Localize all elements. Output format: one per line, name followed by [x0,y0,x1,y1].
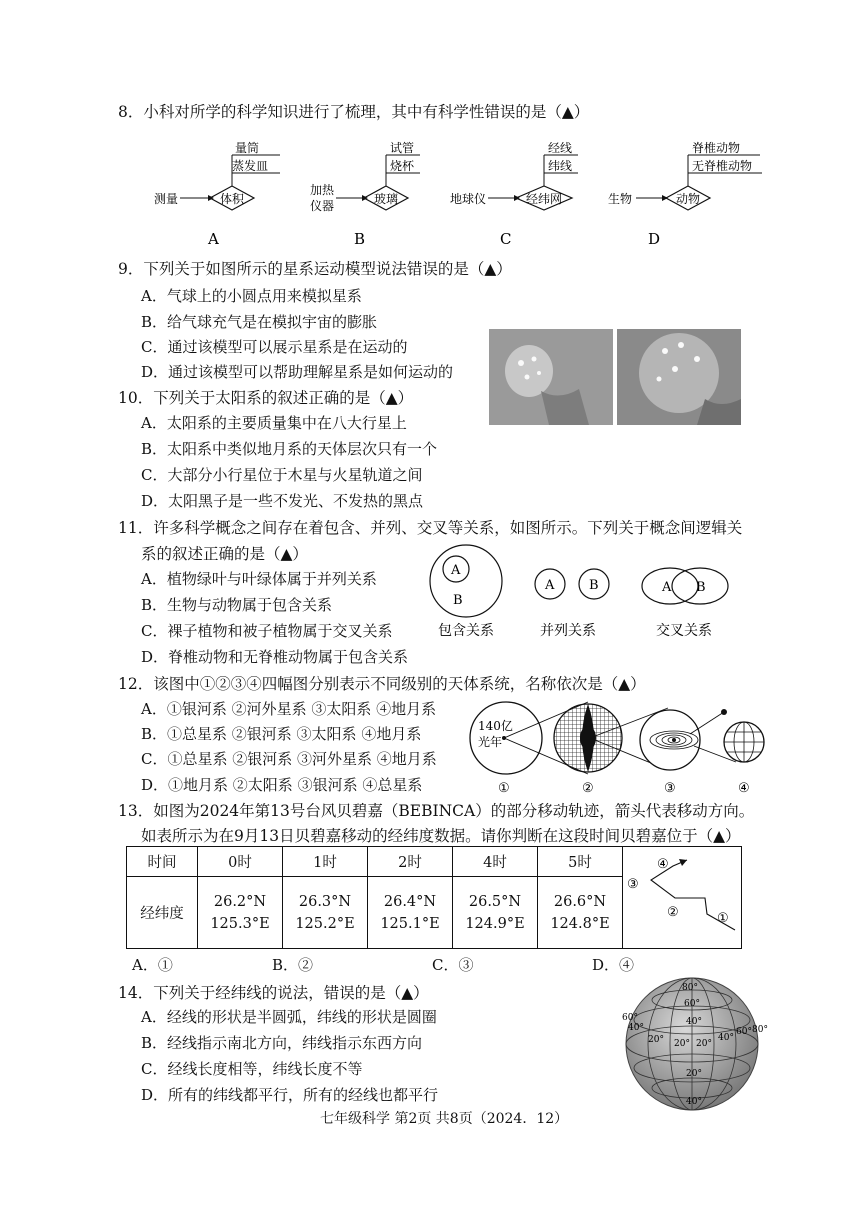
globe-graticule [612,976,772,1112]
track-label-1: ① [717,910,729,926]
balloon-photo-small [489,329,613,425]
globe-label: 60° [622,1013,638,1023]
venn-parallel-a: A [545,578,555,593]
q13-option-b: B．② [272,956,314,974]
venn-contain-a: A [451,563,461,578]
q12-option-a: A．①银河系 ②河外星系 ③太阳系 ④地月系 [141,700,437,718]
q14-option-a: A．经线的形状是半圆弧，纬线的形状是圆圈 [141,1008,437,1026]
table-time: 0时 [198,847,283,877]
q14-option-c: C．经线长度相等，纬线长度不等 [141,1060,363,1078]
q8-d-left: 生物 [608,192,633,206]
venn-contain [430,545,502,639]
q8-stem: 8．小科对所学的科学知识进行了梳理，其中有科学性错误的是（▲） [118,103,590,121]
venn-cross [642,568,728,639]
q8-c-center: 经纬网 [526,192,563,206]
venn-parallel [535,569,609,639]
q8-c-top2: 纬线 [548,159,573,173]
q8-b-letter: B [354,230,366,248]
q13-stem-line2: 如表所示为在9月13日贝碧嘉移动的经纬度数据。请你判断在这段时间贝碧嘉位于（▲） [141,827,741,845]
q8-c-letter: C [500,230,512,248]
venn-cross-a: A [662,580,672,595]
lon-value: 125.3°E [210,915,270,932]
q8-c-top1: 经线 [548,141,573,155]
q11-option-b: B．生物与动物属于包含关系 [141,596,333,614]
q8-d-top2: 无脊椎动物 [692,159,753,173]
table-row-label: 经纬度 [127,877,198,949]
q8-diagram-c [450,140,578,248]
globe-label: 40° [718,1033,734,1043]
lat-value: 26.5°N [468,893,522,910]
label-140yi: 140亿 [478,719,513,733]
q8-c-left: 地球仪 [450,192,487,206]
track-label-3: ③ [627,876,639,892]
q13-option-a: A．① [132,956,173,974]
label-guangnian: 光年 [478,735,503,749]
q10-option-a: A．太阳系的主要质量集中在八大行星上 [141,414,407,432]
q8-b-left1: 加热 [310,183,335,197]
q8-b-center: 玻璃 [374,192,399,206]
table-header-label: 时间 [127,847,198,877]
q8-d-letter: D [648,230,661,248]
balloon-photo-large [617,329,741,425]
table-row [127,847,742,877]
q8-a-left: 测量 [154,192,179,206]
table-cell [283,877,368,949]
globe-label: 40° [628,1023,644,1033]
venn-contain-b: B [453,593,463,608]
lon-value: 125.2°E [295,915,355,932]
q8-concept-diagrams [140,138,780,256]
q11-option-d: D．脊椎动物和无脊椎动物属于包含关系 [141,648,409,666]
q8-b-left2: 仪器 [310,199,335,213]
q8-d-top1: 脊椎动物 [692,141,741,155]
q8-a-letter: A [208,230,219,248]
globe-label: 20° [648,1035,664,1045]
globe-label: 40° [686,1017,702,1027]
q12-option-c: C．①总星系 ②银河系 ③河外星系 ④地月系 [141,750,437,768]
q8-diagram-b [310,141,420,248]
q9-option-b: B．给气球充气是在模拟宇宙的膨胀 [141,313,378,331]
q14-option-b: B．经线指示南北方向，纬线指示东西方向 [141,1034,423,1052]
q9-option-c: C．通过该模型可以展示星系是在运动的 [141,338,408,356]
label-contain: 包含关系 [438,623,494,639]
q8-a-top2: 蒸发皿 [232,159,269,173]
globe-label: 60° [736,1027,752,1037]
q14-option-d: D．所有的纬线都平行，所有的经线也都平行 [141,1086,439,1104]
typhoon-track-cell [623,847,742,949]
venn-parallel-b: B [589,578,599,593]
q10-option-d: D．太阳黑子是一些不发光、不发热的黑点 [141,492,424,510]
q8-a-center: 体积 [220,192,245,206]
globe-label: 20° [696,1039,712,1049]
q11-stem-line1: 11．许多科学概念之间存在着包含、并列、交叉等关系，如图所示。下列关于概念间逻辑关 [118,519,743,537]
globe-label: 80° [682,983,698,993]
q11-option-a: A．植物绿叶与叶绿体属于并列关系 [141,570,377,588]
lon-value: 124.9°E [465,915,525,932]
q12-celestial-systems [468,700,780,798]
q9-option-d: D．通过该模型可以帮助理解星系是如何运动的 [141,363,454,381]
q12-stem: 12．该图中①②③④四幅图分别表示不同级别的天体系统，名称依次是（▲） [118,675,646,693]
page-footer: 七年级科学 第2页 共8页（2024．12） [320,1111,569,1127]
table-cell [368,877,453,949]
q9-option-a: A．气球上的小圆点用来模拟星系 [141,287,362,305]
table-time: 2时 [368,847,453,877]
venn-cross-b: B [696,580,706,595]
q10-stem: 10．下列关于太阳系的叙述正确的是（▲） [118,389,414,407]
label-parallel: 并列关系 [540,623,596,639]
track-label-2: ② [667,904,679,920]
globe-label: 20° [674,1039,690,1049]
typhoon-table [126,846,742,949]
track-label-4: ④ [657,856,669,872]
label-cross: 交叉关系 [656,623,712,639]
q8-diagram-d [608,140,762,248]
q8-b-top2: 烧杯 [390,159,415,173]
table-time: 1时 [283,847,368,877]
q13-option-d: D．④ [592,956,635,974]
q14-stem: 14．下列关于经纬线的说法，错误的是（▲） [118,984,429,1002]
lat-value: 26.4°N [383,893,437,910]
globe-label: 80° [752,1025,768,1035]
q10-option-b: B．太阳系中类似地月系的天体层次只有一个 [141,440,438,458]
globe-label: 40° [686,1097,702,1107]
table-cell [538,877,623,949]
q12-option-b: B．①总星系 ②银河系 ③太阳系 ④地月系 [141,725,422,743]
q8-d-center: 动物 [676,192,701,206]
q13-stem-line1: 13．如图为2024年第13号台风贝碧嘉（BEBINCA）的部分移动轨迹，箭头代表移动方向。 [118,802,755,820]
sys-num-4: ④ [738,781,750,796]
sys-num-2: ② [582,781,594,796]
lon-value: 124.8°E [550,915,610,932]
table-cell [453,877,538,949]
q9-stem: 9．下列关于如图所示的星系运动模型说法错误的是（▲） [118,260,512,278]
lon-value: 125.1°E [380,915,440,932]
q10-option-c: C．大部分小行星位于木星与火星轨道之间 [141,466,423,484]
globe-label: 20° [686,1069,702,1079]
table-cell [198,877,283,949]
q8-a-top1: 量筒 [235,141,260,155]
q12-option-d: D．①地月系 ②太阳系 ③银河系 ④总星系 [141,776,423,794]
table-time: 5时 [538,847,623,877]
q8-b-top1: 试管 [390,141,415,155]
q11-option-c: C．裸子植物和被子植物属于交叉关系 [141,622,393,640]
q13-option-c: C．③ [432,956,474,974]
globe-label: 60° [684,999,700,1009]
typhoon-track-map [623,848,741,948]
lat-value: 26.3°N [298,893,352,910]
sys-num-1: ① [498,781,510,796]
q11-venn-diagrams [420,544,740,640]
lat-value: 26.6°N [553,893,607,910]
sys-num-3: ③ [664,781,676,796]
lat-value: 26.2°N [213,893,267,910]
table-time: 4时 [453,847,538,877]
q11-stem-line2: 系的叙述正确的是（▲） [141,545,308,563]
q8-diagram-a [154,141,280,248]
